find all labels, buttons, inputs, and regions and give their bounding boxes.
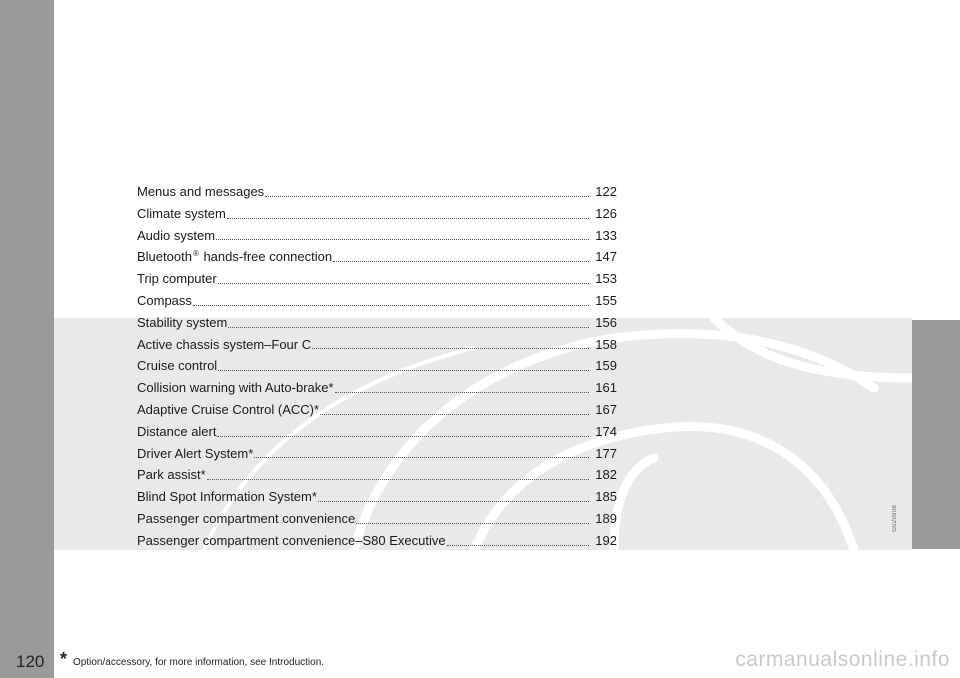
toc-entry[interactable]: [137, 443, 617, 465]
toc-entry-title: Distance alert: [137, 423, 217, 439]
dot-leader: [265, 195, 589, 197]
toc-entry[interactable]: [137, 290, 617, 312]
toc-entry[interactable]: [137, 530, 617, 552]
site-watermark: carmanualsonline.info: [735, 648, 950, 671]
toc-entry-title: [137, 246, 332, 268]
dot-leader: [228, 326, 589, 328]
dot-leader: [335, 391, 589, 393]
toc-entry-page: 177: [595, 445, 617, 461]
registered-mark: ®: [192, 249, 199, 259]
toc-entry-title-main: Bluetooth: [137, 249, 192, 265]
dot-leader: [318, 500, 589, 502]
toc-entry-title: Active chassis system–Four C: [137, 336, 312, 352]
toc-entry-page: 174: [595, 423, 617, 439]
toc-entry-page: 182: [595, 467, 617, 483]
asterisk-mark: *: [60, 649, 68, 669]
toc-entry[interactable]: [137, 377, 617, 399]
toc-entry[interactable]: [137, 399, 617, 421]
image-code-label: G020908: [892, 505, 898, 532]
toc-entry-page: 158: [595, 336, 617, 352]
toc-entry-title: Compass: [137, 292, 192, 308]
toc-entry-title: Passenger compartment convenience: [137, 510, 356, 526]
toc-entry-page: 156: [595, 314, 617, 330]
left-margin-bar: [0, 0, 54, 678]
dot-leader: [227, 217, 589, 219]
toc-entry-page: 189: [595, 510, 617, 526]
dot-leader: [217, 435, 589, 437]
toc-entry-page: 126: [595, 205, 617, 221]
toc-entry[interactable]: [137, 421, 617, 443]
toc-entry-page: 167: [595, 401, 617, 417]
toc-entry-page: 147: [595, 249, 617, 265]
dot-leader: [218, 282, 589, 284]
toc-entry[interactable]: [137, 312, 617, 334]
dot-leader: [447, 544, 589, 546]
toc-entry-page: 192: [595, 532, 617, 548]
toc-entry[interactable]: [137, 268, 617, 290]
toc-entry[interactable]: [137, 334, 617, 356]
footnote: [60, 649, 325, 669]
dot-leader: [216, 238, 589, 240]
toc-entry-title: Passenger compartment convenience–S80 Executive: [137, 532, 446, 548]
dot-leader: [312, 347, 589, 349]
dot-leader: [320, 413, 589, 415]
page-number: 120: [16, 652, 45, 671]
toc-entry-page: 155: [595, 292, 617, 308]
toc-entry-title: Blind Spot Information System*: [137, 489, 317, 505]
toc-entry-page: 185: [595, 489, 617, 505]
toc-entry-page: 122: [595, 184, 617, 199]
toc-entry-title: Stability system: [137, 314, 228, 330]
toc-entry-title: Cruise control: [137, 358, 218, 374]
toc-entry-title: Audio system: [137, 227, 216, 243]
toc-entry[interactable]: [137, 225, 617, 247]
toc-entry[interactable]: [137, 181, 617, 203]
dot-leader: [254, 456, 589, 458]
toc-entry-page: 153: [595, 271, 617, 287]
toc-entry-title: Climate system: [137, 205, 226, 221]
dot-leader: [356, 522, 589, 524]
toc-entry[interactable]: [137, 355, 617, 377]
toc-entry[interactable]: [137, 486, 617, 508]
toc-entry-title: Park assist*: [137, 467, 206, 483]
dot-leader: [333, 260, 589, 262]
toc-entry[interactable]: [137, 464, 617, 486]
table-of-contents: [137, 181, 617, 552]
toc-entry-title-rest: hands-free connection: [199, 249, 333, 265]
toc-entry-title: Trip computer: [137, 271, 217, 287]
toc-entry-title: Driver Alert System*: [137, 445, 254, 461]
dot-leader: [218, 369, 589, 371]
toc-entry-page: 159: [595, 358, 617, 374]
dot-leader: [193, 304, 589, 306]
toc-entry-title: Collision warning with Auto-brake*: [137, 380, 334, 396]
toc-entry-page: 133: [595, 227, 617, 243]
toc-entry-page: 161: [595, 380, 617, 396]
chapter-tab: [912, 320, 960, 549]
toc-entry[interactable]: [137, 508, 617, 530]
toc-entry-title: Menus and messages: [137, 184, 265, 199]
toc-entry[interactable]: [137, 246, 617, 268]
footnote-text: Option/accessory, for more information, see Introduction.: [73, 657, 325, 668]
toc-entry-title: Adaptive Cruise Control (ACC)*: [137, 401, 320, 417]
toc-entry[interactable]: [137, 203, 617, 225]
dot-leader: [207, 478, 589, 480]
